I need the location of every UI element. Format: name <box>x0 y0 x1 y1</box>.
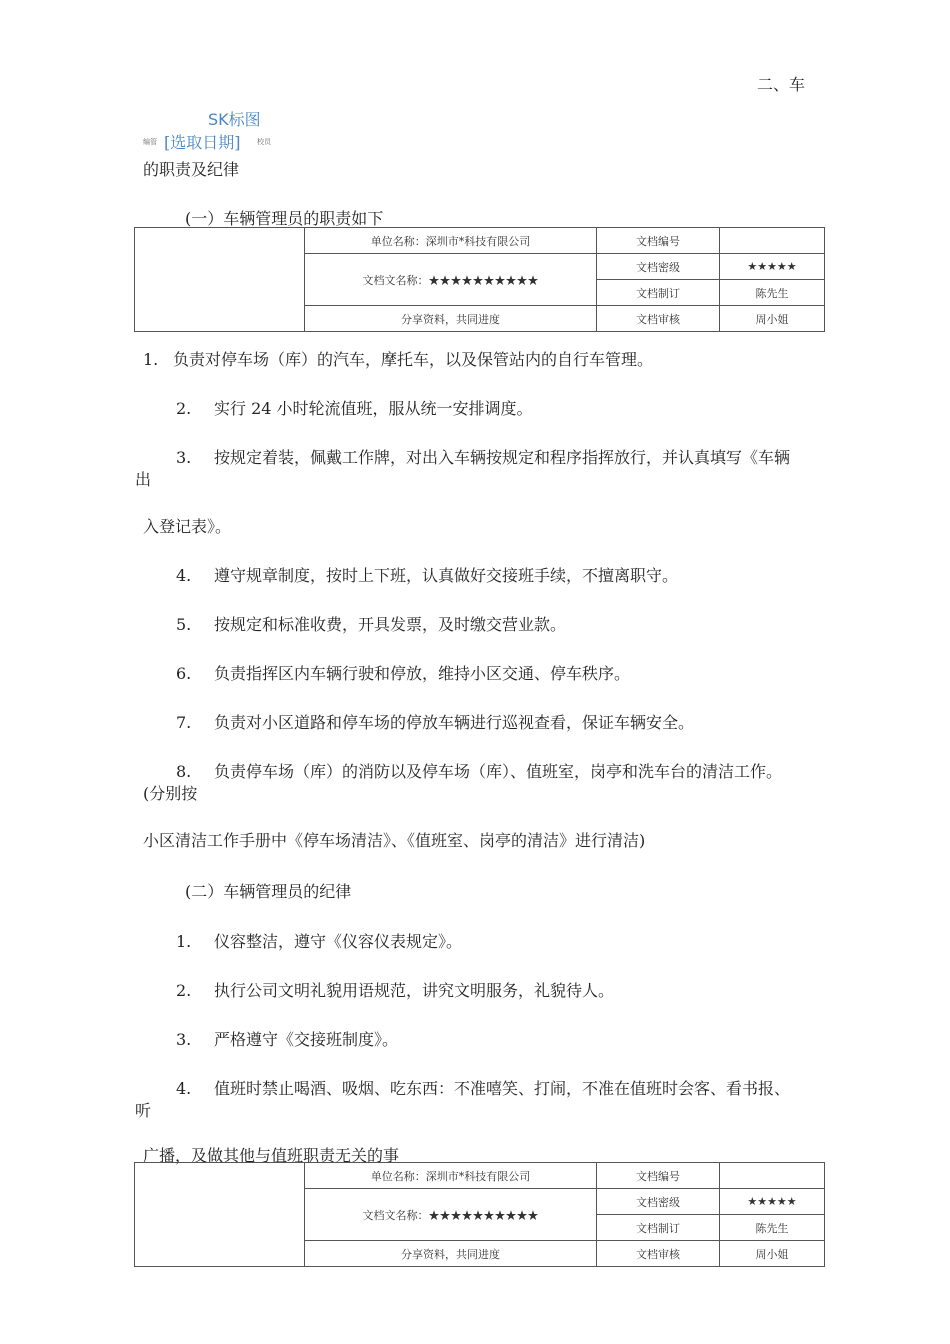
item-number: 5. <box>176 615 192 634</box>
doc-label: 文档密级 <box>597 254 720 280</box>
doc-name: 文档文名称：★★★★★★★★★★ <box>305 1189 597 1241</box>
doc-value <box>720 228 825 254</box>
item-text: 仪容整洁，遵守《仪容仪表规定》。 <box>214 932 463 951</box>
logo-right-caption: 校员 <box>257 138 271 146</box>
item-text: 实行 24 小时轮流值班，服从统一安排调度。 <box>214 399 533 418</box>
doc-label: 文档密级 <box>597 1189 720 1215</box>
list-item <box>143 347 653 370</box>
doc-value: ★★★★★ <box>720 254 825 280</box>
doc-label: 文档编号 <box>597 1163 720 1189</box>
doc-value: 周小姐 <box>720 306 825 332</box>
list-item <box>176 445 790 468</box>
list-item <box>176 710 694 733</box>
doc-name: 文档文名称：★★★★★★★★★★ <box>305 254 597 306</box>
item-continuation: 小区清洁工作手册中《停车场清洁》、《值班室、岗亭的清洁》进行清洁) <box>143 831 646 850</box>
item-text: 负责对停车场（库）的汽车，摩托车，以及保管站内的自行车管理。 <box>173 350 654 369</box>
unit-name: 单位名称：深圳市*科技有限公司 <box>305 1163 597 1189</box>
doc-label: 文档编号 <box>597 228 720 254</box>
list-item <box>176 396 533 419</box>
item-number: 8. <box>176 762 192 781</box>
item-number: 2. <box>176 981 192 1000</box>
list-item <box>176 1027 398 1050</box>
list-item <box>176 612 566 635</box>
list-item <box>176 661 630 684</box>
logo-title: SK标图 <box>208 110 261 129</box>
item-text: 负责对小区道路和停车场的停放车辆进行巡视查看，保证车辆安全。 <box>214 713 695 732</box>
item-text: 值班时禁止喝酒、吸烟、吃东西：不准嘻笑、打闹，不准在值班时会客、看书报、 <box>214 1079 791 1098</box>
section2-title: (二）车辆管理员的纪律 <box>185 882 352 901</box>
list-item <box>176 563 678 586</box>
item-text: 按规定和标准收费，开具发票，及时缴交营业款。 <box>214 615 567 634</box>
item-continuation: 出 <box>135 470 152 489</box>
list-item <box>176 759 782 782</box>
share-text: 分享资料，共同进度 <box>305 1241 597 1267</box>
doc-label: 文档制订 <box>597 1215 720 1241</box>
doc-label: 文档审核 <box>597 1241 720 1267</box>
heading-fragment: 二、车 <box>757 75 806 94</box>
item-text: 遵守规章制度，按时上下班，认真做好交接班手续，不擅离职守。 <box>214 566 679 585</box>
item-text: 按规定着装，佩戴工作牌，对出入车辆按规定和程序指挥放行，并认真填写《车辆 <box>214 448 791 467</box>
list-item <box>176 978 614 1001</box>
logo-left-caption: 编管 <box>143 138 157 146</box>
logo-cell <box>135 228 305 332</box>
logo-cell <box>135 1163 305 1267</box>
doc-header-table <box>134 1162 825 1267</box>
doc-value: 周小姐 <box>720 1241 825 1267</box>
doc-value: 陈先生 <box>720 280 825 306</box>
item-continuation: 听 <box>135 1101 152 1120</box>
heading-rest: 的职责及纪律 <box>143 160 240 179</box>
unit-name: 单位名称：深圳市*科技有限公司 <box>305 228 597 254</box>
item-number: 3. <box>176 1030 192 1049</box>
item-text: 负责指挥区内车辆行驶和停放，维持小区交通、停车秩序。 <box>214 664 631 683</box>
doc-value: 陈先生 <box>720 1215 825 1241</box>
item-number: 3. <box>176 448 192 467</box>
share-text: 分享资料，共同进度 <box>305 306 597 332</box>
doc-value <box>720 1163 825 1189</box>
item-number: 7. <box>176 713 192 732</box>
item-text: 严格遵守《交接班制度》。 <box>214 1030 399 1049</box>
item-number: 4. <box>176 566 192 585</box>
item-text: 执行公司文明礼貌用语规范，讲究文明服务，礼貌待人。 <box>214 981 615 1000</box>
item-number: 6. <box>176 664 192 683</box>
doc-value: ★★★★★ <box>720 1189 825 1215</box>
item-number: 1. <box>176 932 192 951</box>
item-continuation: 入登记表》。 <box>143 517 232 536</box>
section1-title: (一）车辆管理员的职责如下 <box>185 209 384 228</box>
list-item <box>176 1076 790 1099</box>
doc-label: 文档审核 <box>597 306 720 332</box>
item-text: 负责停车场（库）的消防以及停车场（库）、值班室，岗亭和洗车台的清洁工作。 <box>214 762 783 781</box>
item-number: 1. <box>143 350 159 369</box>
item-number: 2. <box>176 399 192 418</box>
doc-label: 文档制订 <box>597 280 720 306</box>
item-continuation: 广播，及做其他与值班职责无关的事 <box>143 1146 400 1165</box>
list-item <box>176 929 462 952</box>
item-number: 4. <box>176 1079 192 1098</box>
item-continuation: (分别按 <box>143 784 198 803</box>
date-placeholder[interactable]: [选取日期] <box>164 133 241 152</box>
doc-header-table <box>134 227 825 332</box>
